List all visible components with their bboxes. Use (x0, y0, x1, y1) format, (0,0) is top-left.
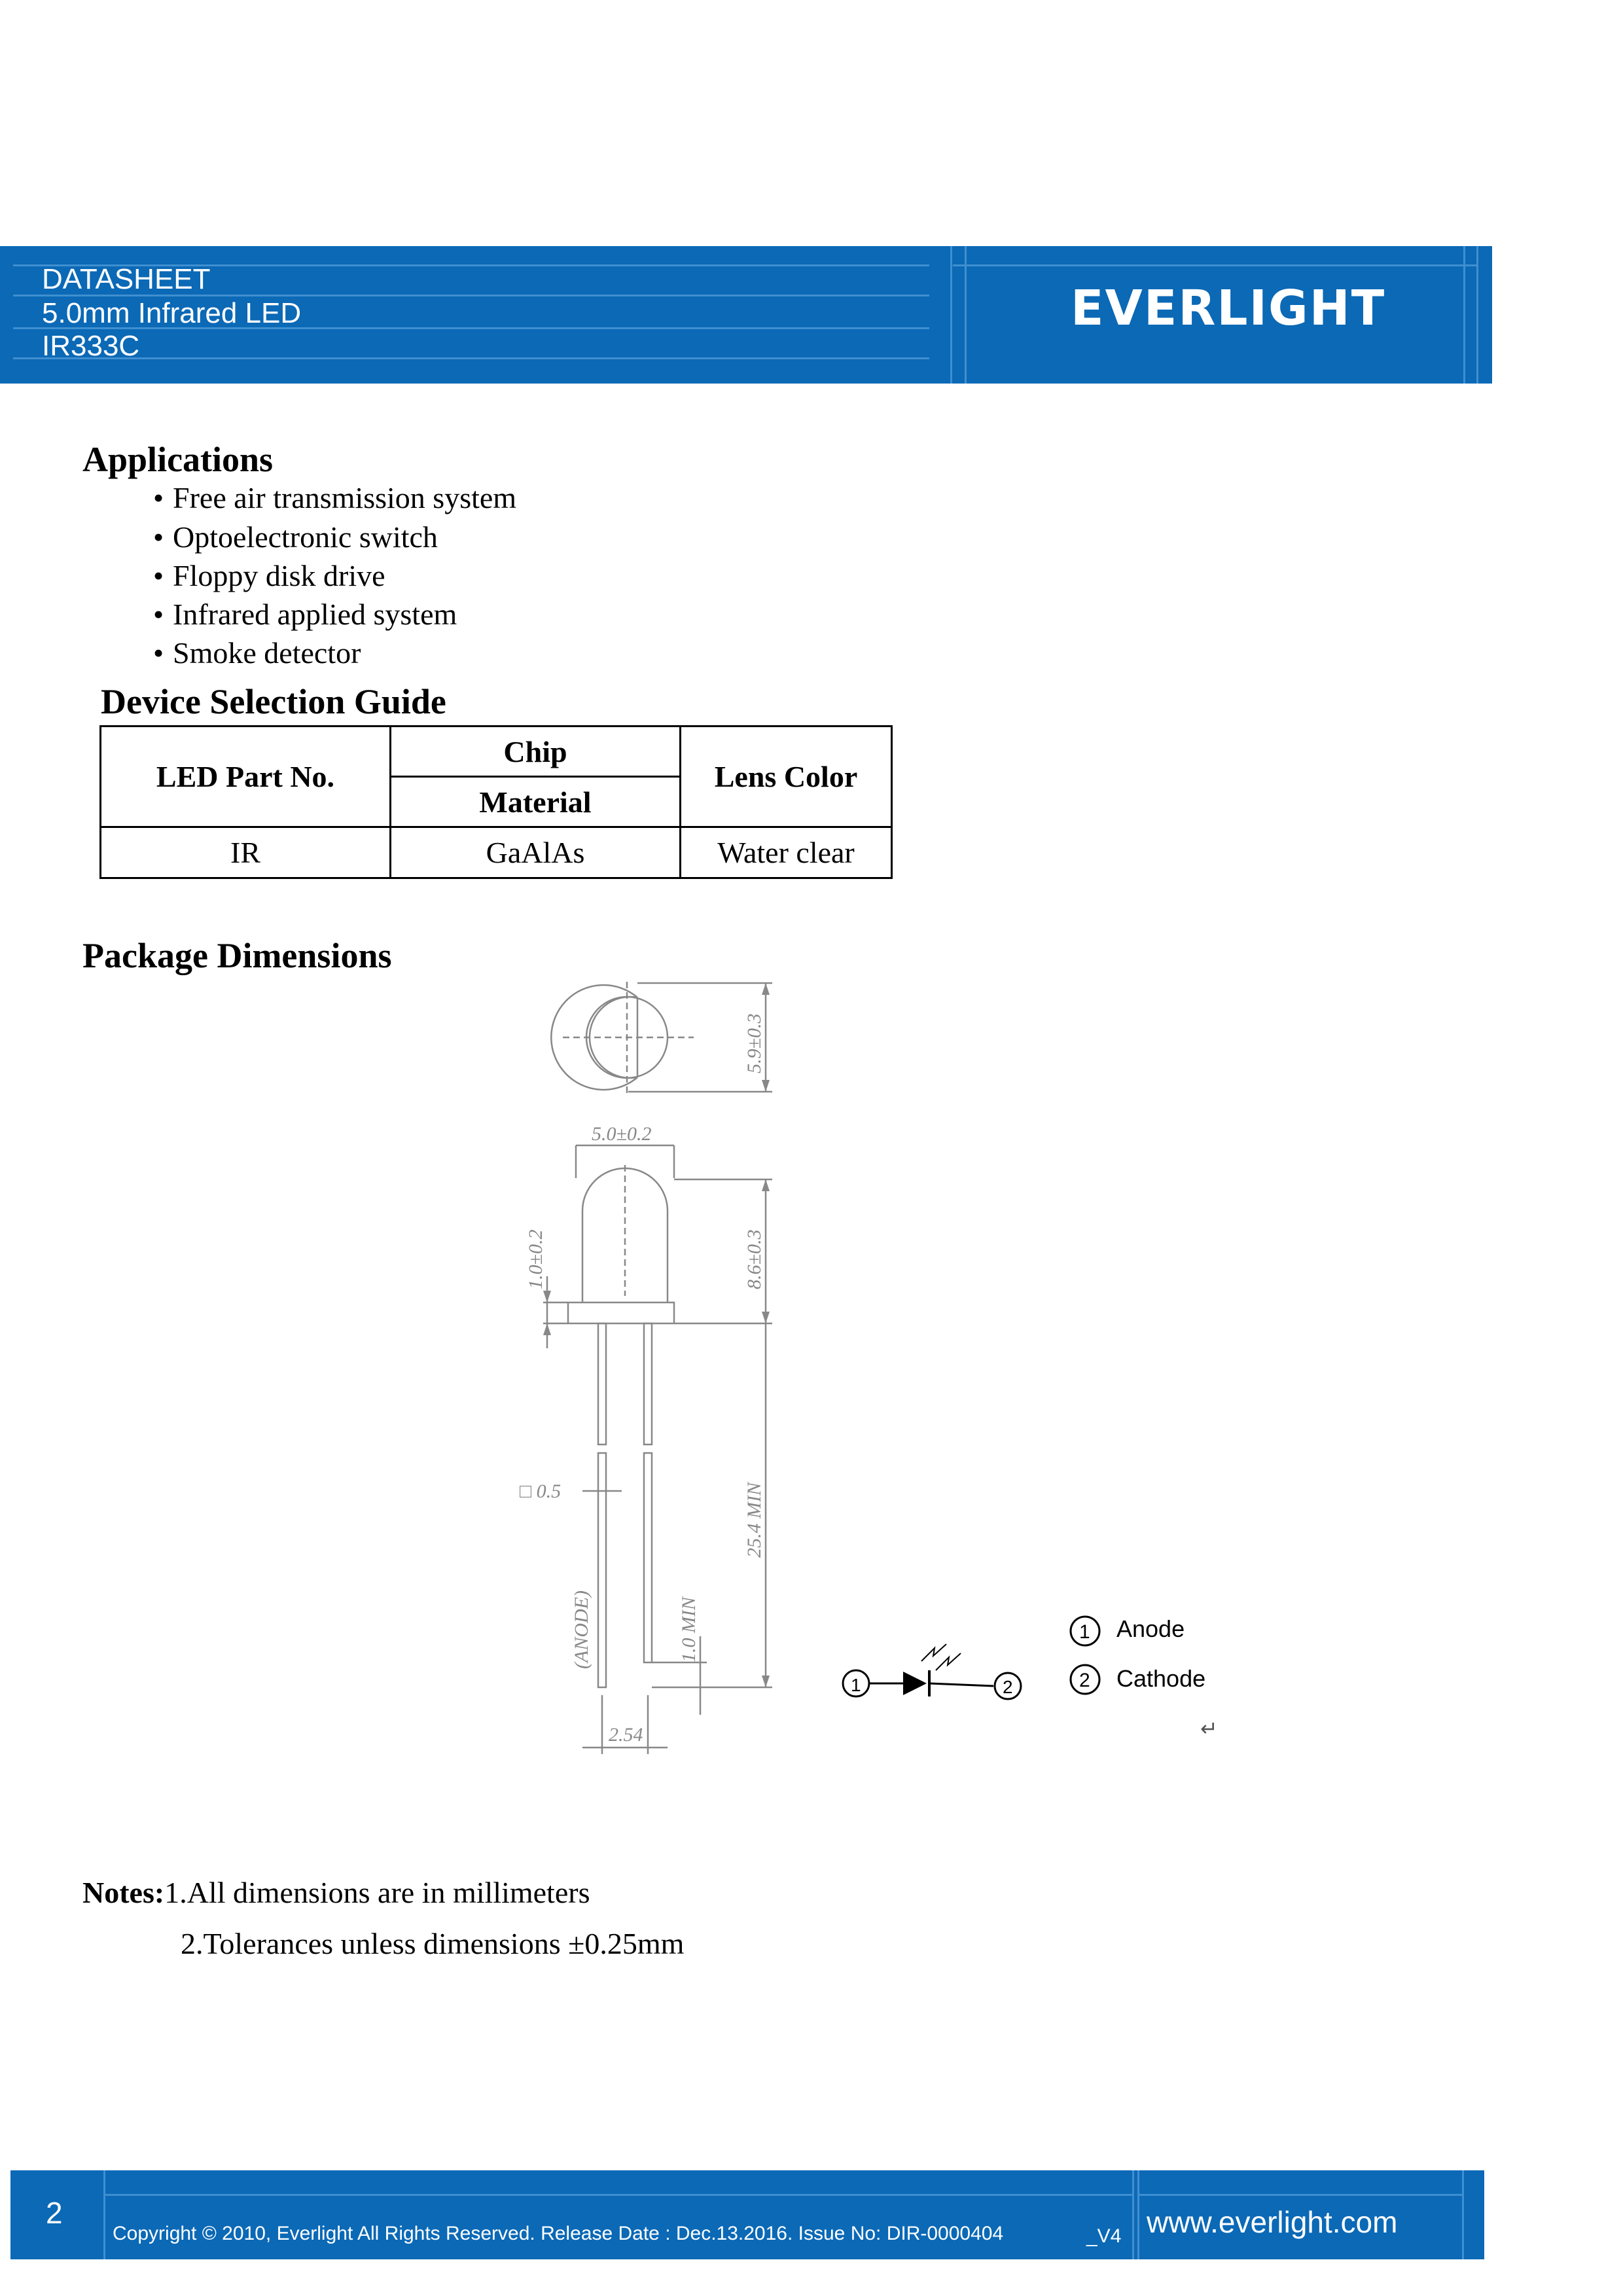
header-chip: Chip (391, 726, 681, 777)
notes-label: Notes: (82, 1876, 165, 1909)
legend-1-number: 1 (1079, 1621, 1090, 1643)
led-schematic-symbol (838, 1630, 1034, 1715)
header-doc-type: DATASHEET (42, 263, 211, 295)
cell-lens-color: Water clear (681, 827, 892, 878)
everlight-logo: EVERLIGHT (1071, 280, 1386, 336)
package-dimensions-title: Package Dimensions (82, 936, 392, 975)
package-drawing (510, 969, 798, 1767)
dim-height-top: 5.9±0.3 (743, 1013, 765, 1073)
header-part-no: LED Part No. (101, 726, 391, 827)
header-product: 5.0mm Infrared LED (42, 297, 302, 329)
pin-legend-numbers (1067, 1610, 1106, 1702)
dim-body-height: 8.6±0.3 (743, 1229, 765, 1289)
applications-title: Applications (82, 440, 274, 479)
label-anode-lead: (ANODE) (571, 1590, 592, 1669)
device-selection-table (99, 725, 893, 879)
dim-width: 5.0±0.2 (592, 1123, 652, 1145)
legend-anode: Anode (1116, 1615, 1185, 1642)
application-item: • Smoke detector (153, 636, 361, 670)
footer-version: _V4 (1086, 2225, 1122, 2247)
header-band (0, 246, 1492, 384)
note-1: 1.All dimensions are in millimeters (164, 1876, 590, 1909)
header-part-number: IR333C (42, 330, 140, 362)
legend-cathode: Cathode (1116, 1665, 1206, 1692)
cell-chip-material: GaAlAs (391, 827, 681, 878)
header-material: Material (391, 777, 681, 827)
application-item: • Infrared applied system (153, 598, 457, 631)
return-mark: ↵ (1200, 1717, 1218, 1740)
notes-block (82, 1874, 590, 1911)
footer-band (10, 2170, 1484, 2259)
dim-lead-min: 1.0 MIN (678, 1597, 700, 1662)
top-view (551, 982, 772, 1093)
device-guide-title: Device Selection Guide (101, 682, 446, 721)
dim-flange: 1.0±0.2 (525, 1229, 546, 1289)
pin-2-number: 2 (1003, 1677, 1013, 1697)
cell-part-no: IR (101, 827, 391, 878)
application-item: • Free air transmission system (153, 481, 517, 514)
header-lens-color: Lens Color (681, 726, 892, 827)
footer-website-link[interactable]: www.everlight.com (1147, 2205, 1398, 2239)
footer-copyright: Copyright © 2010, Everlight All Rights Reserved. Release Date : Dec.13.2016. Issue No: DIR-0000404 (113, 2223, 1004, 2244)
application-item: • Optoelectronic switch (153, 520, 438, 554)
dim-lead-square: □ 0.5 (520, 1480, 562, 1502)
application-item: • Floppy disk drive (153, 559, 385, 592)
legend-2-number: 2 (1079, 1670, 1090, 1691)
pin-1-number: 1 (851, 1675, 861, 1695)
page-number: 2 (46, 2196, 63, 2230)
dim-pitch: 2.54 (609, 1724, 643, 1746)
note-2: 2.Tolerances unless dimensions ±0.25mm (181, 1927, 685, 1960)
dim-lead-length: 25.4 MIN (743, 1482, 765, 1558)
